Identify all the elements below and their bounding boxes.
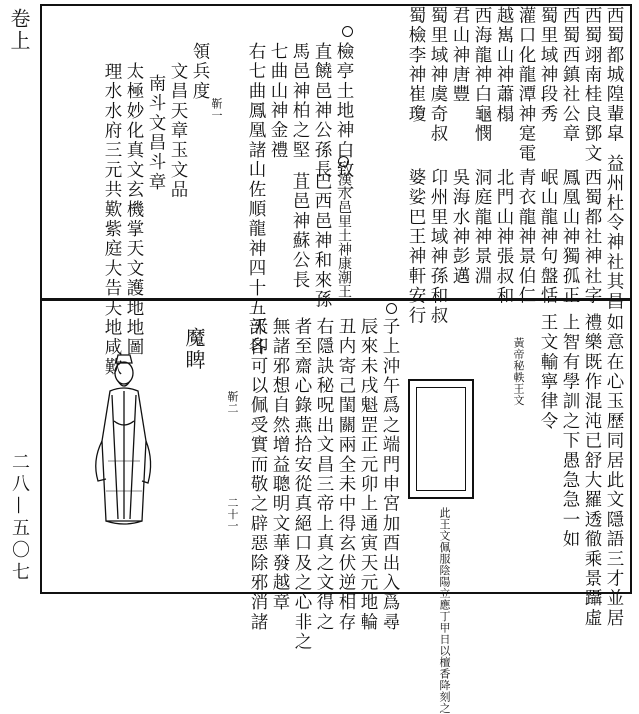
text-column: 婆娑巴王神軒安行 [406,168,426,326]
text-column: 君山神唐豐 [450,6,470,105]
text-column: 岷山龍神句盤恬 [538,168,558,306]
volume-label: 卷上 [7,8,31,52]
circle-mark-icon [338,156,349,167]
text-column: 無諸邪想自然增益聰明文華發越章 [270,317,290,613]
text-column: 辰來未戌魁罡正元卯上通寅天元地輪 [358,317,378,633]
text-column: 吳海水神彭邁 [450,168,470,287]
text-column: 右隱訣秘呪出文昌三帝上真之文得之 [314,317,334,633]
text-column: 如意在心玉歷同居此文隱語三才並居 [604,313,624,629]
text-column: 蜀里域神虞奇叔 [428,6,448,144]
text-column: 西蜀都城隍輩皐 [604,6,624,144]
seal-caption: 黃帝秘軼王文 [512,337,525,406]
text-column: 七曲山神金禮 [268,42,288,161]
text-column: 青衣龍神景伯仁 [516,168,536,306]
text-column: 越嶲山神蕭榻 [494,6,514,125]
deity-portrait-icon [88,351,160,531]
seal-note: 此王文佩服陰陽立應丁甲日以檀香降刻之 [438,507,451,714]
text-column: 蜀檢李神崔瓊 [406,6,426,125]
text-column: 卬州里域神孫和叔 [428,168,448,326]
text-column: 者至齋心錄燕拾安從真絕口及之心非之 [292,317,312,652]
text-column: 西蜀翊南桂良鄧文 [582,6,602,164]
text-column: 領兵度 [190,42,210,102]
text-column: 鳳凰山神獨孤正 [560,168,580,306]
text-column: 天印可以佩受實而敬之辟惡除邪消諸 [248,317,268,633]
text-column: 蜀里域神段秀 [538,6,558,125]
seal-talisman-icon [408,379,474,499]
portrait-title: 魔睥 [182,327,206,372]
text-column: 西蜀都社神社字 [582,168,602,306]
text-column: 子上沖午爲之端門申宮加酉出入爲尋 [380,317,400,633]
text-column: 上智有學訓之下愚急急一如 [560,313,580,550]
text-column: 丑内寄己閨關兩全未中得玄伏逆相存 [336,317,356,633]
text-column: 益州杜令神社其昌 [604,154,624,312]
text-column: 文昌天章玉文品 [168,62,188,200]
small-note: 靳一 [210,98,223,121]
text-column: 理水水府三元共歎紫庭大告天地咸歎 [102,62,122,378]
small-note: 靳二 [226,391,239,414]
text-column: 苴邑神蘇公長 [290,172,310,291]
text-column: 西海龍神白龜憫 [472,6,492,144]
bottom-text-panel [40,300,632,714]
circle-mark-icon [342,26,353,37]
circle-mark-icon [386,303,397,314]
text-column: 灌口化龍潭神寔電 [516,6,536,164]
text-column: 檢亭土地神白致一 [334,42,354,200]
text-column: 巴西邑神和來孫 [312,172,332,310]
text-column: 西蜀西鎮社公章 [560,6,580,144]
text-column: 王文輸寧律令 [538,313,558,432]
text-column: 北門山神張叔和 [494,168,514,306]
text-column: 直饒邑神公孫長 [312,42,332,180]
text-column: 馬邑神柏之堅 [290,42,310,161]
page-number: 二八—五〇七 [9,452,30,584]
text-column: 右七曲鳳凰諸山佐順龍神四十五部各 [246,42,266,358]
text-column: 禮樂既作混沌已舒大羅透徹乘景躡虛 [582,313,602,629]
small-note: 二十一 [226,497,239,532]
text-column: 南斗文昌斗章 [146,74,166,193]
text-column: 漢水邑里土神康潮王 [336,172,352,298]
text-column: 太極妙化真文玄機掌天文護地地圖 [124,62,144,358]
text-column: 洞庭龍神景淵 [472,168,492,287]
